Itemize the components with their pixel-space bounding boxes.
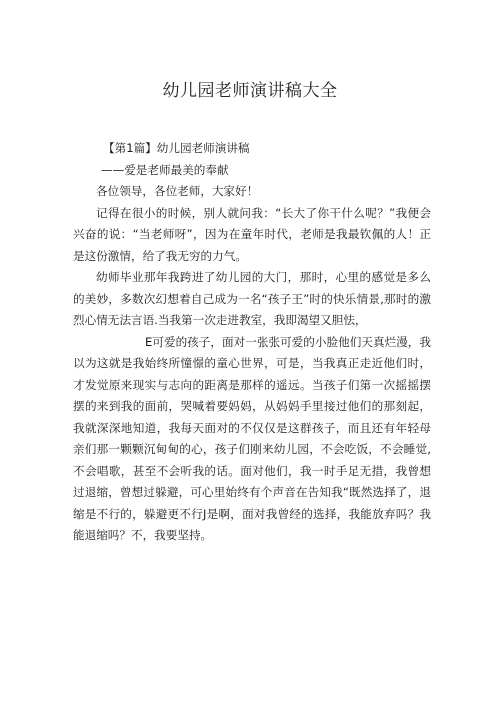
subtitle: ——爱是老师最美的奉献 [101, 162, 229, 177]
paragraph: E可爱的孩子，面对一张张可爱的小脸他们天真烂漫，我以为这就是我始终所憧憬的童心世界，可是，当我真正走近他们时，才发觉原来现实与志向的距离是那样的遥远。当孩子们第一次摇摇摆摆的来到我的面前，哭喊着要妈妈，从妈妈手里接过他们的那刻起，我就深深地知道，我每天面对的不仅仅是这群孩子，而且还有年轻母亲们那一颗颗沉甸甸的心，孩子们刚来幼儿园，不会吃饭，不会睡觉,不会唱歌，甚至不会听我的话。面对他们，我一时手足无措，我曾想过退缩，曾想过躲避，可心里始终有个声音在告知我“既然选择了，退缩是不行的，躲避更不行J是啊，面对我曾经的选择，我能放弃吗？我能退缩吗？不，我要坚持。 [73, 334, 431, 542]
paragraph: 记得在很小的时候，别人就问我：“长大了你干什么呢？”我便会兴奋的说：“当老师呀”，因为在童年时代，老师是我最钦佩的人！正是这份激情，给了我无穷的力气。 [73, 205, 431, 263]
document-title: 幼儿园老师演讲稿大全 [162, 81, 338, 101]
paragraph: 幼师毕业那年我跨进了幼儿园的大门，那时，心里的感觉是多么的美妙，多数次幻想着自己成为一名“孩子王”时的快乐情景,那时的激烈心情无法言语.当我第一次走进教室，我即渴望又胆怯， [73, 270, 431, 327]
section-heading: 【第1篇】幼儿园老师演讲稿 [103, 141, 250, 155]
greeting: 各位领导，各位老师，大家好！ [96, 184, 259, 198]
document-body [73, 138, 431, 547]
